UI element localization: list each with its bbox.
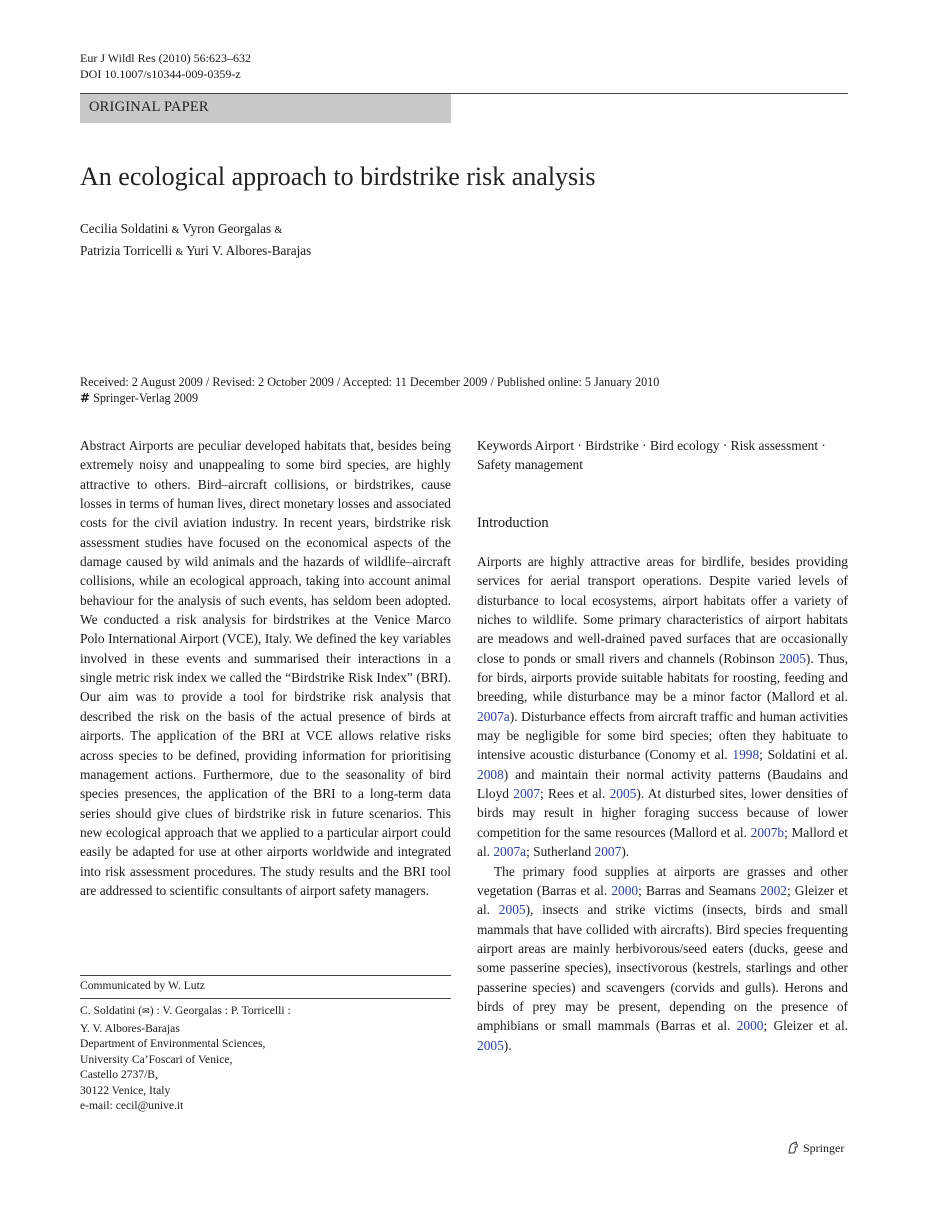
citation-link[interactable]: 2007a (477, 708, 510, 724)
journal-reference (80, 50, 251, 82)
author-name[interactable]: Cecilia Soldatini (80, 221, 169, 236)
body-text: ). (621, 844, 630, 860)
publisher-name: Springer (803, 1141, 845, 1155)
intro-paragraph-2 (477, 862, 848, 1055)
keywords-label: Keywords (477, 438, 533, 453)
springer-horse-icon (786, 1141, 800, 1155)
body-text: ). At disturbed sites, lower densities of birds may result in higher foraging success because of lower competition for the same resources (Mallord et al. (477, 786, 848, 840)
footnote-rule-top (80, 975, 451, 976)
citation-link[interactable]: 2005 (779, 650, 806, 666)
body-text: ). Disturbance effects from aircraft traffic and human activities may be negligible for some bird species; often they habituate to intensive acoustic disturbance (Conomy et al. (477, 708, 848, 763)
intro-paragraph-1 (477, 552, 848, 862)
body-text: ; Mallord et al. (477, 824, 848, 860)
abstract-text: Airports are peculiar developed habitats that, besides being extremely noisy and unappealing to some bird species, are highly attractive to others. Bird–aircraft collisions, or birdstrikes, cause losses in terms of human lives, direct monetary losses and associated costs for the civil aviation industry. In recent years, birdstrike risk assessment studies have focused on the economical aspects of the damage caused by wild animals and the hazards of wildlife–aircraft collisions, while an ecological approach, taking into account animal behaviour for the analysis of such events, has seldom been adopted. We conducted a risk analysis for birdstrikes at the Venice Marco Polo International Airport (VCE), Italy. We defined the key variables involved in these events and summarised their interactions in a single metric risk index we called the “Birdstrike Risk Index” (BRI). Our aim was to provide a tool for birdstrike risk analysis that described the risk on the basis of the actual presence of birds at airports. The application of the BRI at VCE allows relative risks across species to be defined, providing information for prioritising management actions. Furthermore, due to the seasonality of bird species presences, the application of the BRI to a long-term data series should give clues of birdstrike risk in future scenarios. This new ecological approach that we applied to a particular airport could easily be adapted for use at other airports worldwide and integrated into risk assessment procedures. The study results and the BRI tool are addressed to scientific consultants of airport safety managers. (80, 438, 451, 898)
author-name[interactable]: Patrizia Torricelli (80, 242, 173, 258)
citation-link[interactable]: 2008 (477, 766, 504, 782)
body-text: ; Barras and Seamans (638, 882, 761, 898)
author-name[interactable]: Vyron Georgalas (182, 221, 272, 236)
introduction-heading: Introduction (477, 515, 549, 531)
citation-link[interactable]: 2005 (498, 902, 526, 918)
affiliation-line (80, 1003, 291, 1021)
article-type-badge: ORIGINAL PAPER (80, 94, 451, 123)
citation-link[interactable]: 2007a (493, 844, 527, 860)
affiliation-line: Department of Environmental Sciences, (80, 1037, 266, 1050)
author-affiliation (80, 1003, 291, 1114)
introduction-body (477, 552, 848, 1055)
body-text: ; Gleizer et al. (477, 882, 848, 918)
affiliation-line: University Ca’Foscari of Venice, (80, 1052, 233, 1066)
author-line-1 (80, 219, 311, 241)
abstract-paragraph (80, 436, 451, 900)
citation-link[interactable]: 2005 (477, 1037, 504, 1053)
abstract (80, 436, 451, 900)
affiliation-line: 30122 Venice, Italy (80, 1083, 171, 1097)
citation-link[interactable]: 1998 (732, 747, 760, 763)
abstract-label: Abstract (80, 438, 126, 453)
body-text: ). Thus, for birds, airports provide suitable habitats for roosting, feeding and breeding, while disturbance may be a minor factor (Mallord et al. (477, 650, 848, 705)
doi[interactable]: DOI 10.1007/s10344-009-0359-z (80, 67, 241, 81)
keywords (477, 436, 848, 475)
citation-link[interactable]: 2007b (750, 824, 785, 840)
publisher-footer (786, 1140, 844, 1156)
author-list (80, 219, 311, 262)
author-line-2 (80, 241, 311, 263)
body-text: ; Sutherland (526, 844, 595, 860)
author-separator: & (171, 225, 180, 236)
envelope-icon: ✉ (142, 1007, 150, 1017)
affiliation-line: Castello 2737/B, (80, 1068, 158, 1081)
affiliation-line: Y. V. Albores-Barajas (80, 1021, 180, 1035)
email-address[interactable]: e-mail: cecil@unive.it (80, 1099, 184, 1112)
author-separator: & (175, 246, 184, 258)
body-text: ; Rees et al. (540, 786, 610, 802)
keywords-text: Airport · Birdstrike · Bird ecology · Risk assessment · Safety management (477, 438, 826, 473)
body-text: The primary food supplies at airports are grasses and other vegetation (Barras et al. (477, 863, 848, 898)
citation-link[interactable]: 2007 (513, 786, 541, 802)
publication-dates: Received: 2 August 2009 / Revised: 2 October 2009 / Accepted: 11 December 2009 / Published online: 5 January 2010 (80, 375, 660, 389)
body-text: ; Soldatini et al. (759, 747, 848, 763)
paper-title: An ecological approach to birdstrike risk analysis (80, 162, 596, 191)
affiliation-text: C. Soldatini ( (80, 1004, 143, 1017)
communicated-by: Communicated by W. Lutz (80, 979, 205, 992)
body-text: ) and maintain their normal activity patterns (Baudains and Lloyd (477, 766, 848, 802)
body-text: ), insects and strike victims (insects, birds and small mammals that have collided with aircrafts). Bird species frequenting airport areas are mainly herbivorous/seed eaters (ducks, geese and some passerine species), insectivorous (kestrels, starlings and other passerine species) and scavengers (corvids and gulls). Herons and birds of prey may be present, depending on the presence of amphibians or small mammals (Barras et al. (477, 902, 848, 1034)
body-text: ; Gleizer et al. (763, 1018, 849, 1034)
body-text: ). (503, 1037, 512, 1053)
author-separator: & (274, 225, 283, 236)
author-name[interactable]: Yuri V. Albores-Barajas (186, 242, 312, 258)
citation-link[interactable]: 2005 (609, 786, 637, 802)
citation-link[interactable]: 2000 (736, 1018, 764, 1034)
copyright-text: Springer-Verlag 2009 (93, 391, 199, 405)
copyright-line (80, 390, 198, 406)
citation-link[interactable]: 2007 (594, 844, 622, 860)
citation-link[interactable]: 2000 (611, 882, 639, 898)
affiliation-text: ) : V. Georgalas : P. Torricelli : (149, 1004, 291, 1017)
citation-link[interactable]: 2002 (760, 882, 787, 898)
body-text: Airports are highly attractive areas for birdlife, besides providing services for aerial transport operations. Despite varied levels of disturbance to local ecosystems, airport habitats offer a variety of niches to wildlife. Some primary characteristics of airport habitats are meadows and well-drained paved surfaces that are occasionally close to ponds or small rivers and channels (Robinson (477, 554, 848, 666)
footnote-rule-bottom (80, 998, 451, 999)
journal-citation: Eur J Wildl Res (2010) 56:623–632 (80, 51, 251, 65)
copyright-symbol: # (80, 391, 91, 405)
